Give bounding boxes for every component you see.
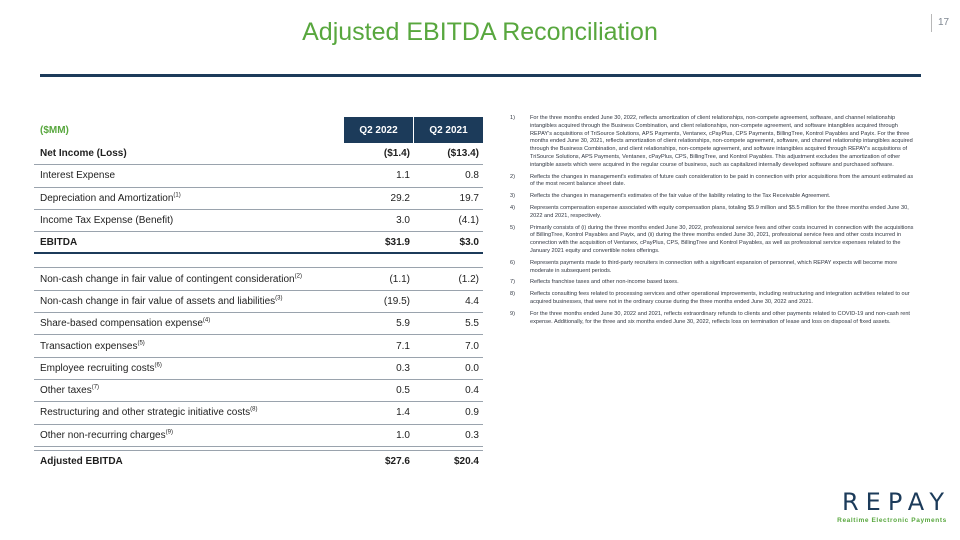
cell-q2-2022: 1.1 (396, 170, 410, 182)
row-label (34, 318, 345, 329)
table-row-adjusted-ebitda (34, 450, 483, 472)
cell-q2-2021: 7.0 (465, 340, 479, 352)
table-header (34, 117, 483, 143)
cell-q2-2022: 5.9 (396, 318, 410, 330)
table-row (34, 402, 483, 424)
row-label-text: Employee recruiting costs (40, 362, 155, 374)
footnote-number: 1) (510, 115, 515, 121)
cell-q2-2021: 0.0 (465, 362, 479, 374)
row-label (34, 237, 345, 248)
footnote-text: Primarily consists of (i) during the three months ended June 30, 2022, professional service fees and other costs incurred in connection with the acquisitions of BillingTree, Kontrol Payables and Payix, and (ii) during the three months ended June 30, 2021, professional service fees and other costs incurred in connection with the acquisition of Ventanex, cPayPlus, CPS, BillingTree and Kontrol Payables, as well as professional service expenses related to the January 2021 equity and convertible notes offerings. (530, 224, 914, 254)
footnote-text: For the three months ended June 30, 2022 and 2021, reflects extraordinary refunds to clients and other payments related to COVID-19 and non-cash rent expense. Additionally, for the three and six months ended June 30, 2022, reflects loss on termination of lease and loss on disposal of fixed assets. (530, 310, 910, 325)
page-number-divider (931, 14, 932, 32)
row-label (34, 296, 345, 307)
footnote-number: 6) (510, 259, 515, 266)
footnote-number: 9) (510, 310, 515, 317)
page-number: 17 (938, 17, 950, 28)
cell-q2-2022: 0.3 (396, 362, 410, 374)
footnote-number: 8) (510, 291, 515, 298)
cell-q2-2021: ($13.4) (447, 148, 479, 160)
row-label (34, 215, 345, 226)
footnote-number: 3) (510, 193, 515, 200)
footnote-marker: (5) (137, 340, 145, 347)
row-label (34, 407, 345, 418)
cell-q2-2022: 1.4 (396, 407, 410, 419)
footnote-marker: (1) (173, 192, 181, 199)
footnote-item (510, 279, 918, 287)
table-row (34, 380, 483, 402)
table-row (34, 358, 483, 380)
repay-logo (836, 488, 951, 524)
table-row (34, 210, 483, 232)
footnote-item (510, 174, 918, 190)
reconciliation-table (34, 117, 483, 472)
footnote-marker: (9) (165, 429, 173, 436)
row-label: Adjusted EBITDA (40, 456, 123, 467)
title-rule (40, 74, 921, 77)
row-spacer (34, 254, 483, 268)
row-label-text: Other non-recurring charges (40, 429, 166, 441)
table-row (34, 313, 483, 335)
footnote-number: 2) (510, 173, 515, 180)
cell-q2-2021: (1.2) (458, 273, 479, 285)
footnote-marker: (2) (294, 273, 302, 280)
row-label-text: Share-based compensation expense (40, 318, 203, 330)
cell-q2-2021: 19.7 (459, 192, 479, 204)
row-label (34, 385, 345, 396)
row-label-text: Restructuring and other strategic initiative costs (40, 407, 251, 419)
row-label-text: Other taxes (40, 385, 92, 397)
row-label-text: Net Income (Loss) (40, 148, 127, 160)
cell-q2-2022: $27.6 (384, 456, 410, 467)
footnote-marker: (4) (202, 317, 211, 324)
footnote-item (510, 193, 918, 201)
row-label-text: Income Tax Expense (Benefit) (40, 215, 174, 227)
footnote-item (510, 311, 918, 327)
footnote-text: Reflects franchise taxes and other non-income based taxes. (530, 279, 679, 286)
footnote-text: Represents payments made to third-party recruiters in connection with a significant expansion of personnel, which REPAY expects will become more moderate in subsequent periods. (530, 259, 898, 274)
cell-q2-2022: (1.1) (389, 273, 410, 285)
cell-q2-2021: 0.9 (465, 407, 479, 419)
row-label (34, 274, 345, 285)
footnote-text: Represents compensation expense associated with equity compensation plans, totaling $5.9 million and $5.5 million for the three months ended June 30, 2022 and 2021, respectively. (530, 204, 909, 219)
table-row (34, 425, 483, 447)
cell-q2-2021: 0.8 (465, 170, 479, 182)
cell-q2-2022: 0.5 (396, 385, 410, 397)
cell-q2-2021: 0.3 (465, 429, 479, 441)
table-row (34, 291, 483, 313)
row-label (34, 363, 345, 374)
column-header-q2-2021: Q2 2021 (414, 117, 483, 143)
table-row (34, 188, 483, 210)
footnote-marker: (6) (154, 362, 162, 369)
table-row (34, 232, 483, 254)
footnote-item (510, 205, 918, 221)
row-label (34, 430, 345, 441)
footnote-item (510, 115, 918, 170)
row-label-text: Depreciation and Amortization (40, 192, 174, 204)
table-row (34, 335, 483, 357)
cell-q2-2022: 1.0 (396, 429, 410, 441)
row-label-text: Non-cash change in fair value of contingent consideration (40, 273, 295, 285)
cell-q2-2021: 4.4 (465, 295, 479, 307)
row-label-text: Non-cash change in fair value of assets and liabilities (40, 295, 276, 307)
table-row (34, 165, 483, 187)
footnote-item (510, 260, 918, 276)
footnote-text: Reflects the changes in management's estimates of future cash consideration to be paid in connection with prior acquisitions from the amount estimated as of the most recent balance sheet date. (530, 173, 914, 188)
footnote-item (510, 291, 918, 307)
table-body-top (34, 143, 483, 254)
cell-q2-2022: (19.5) (383, 295, 410, 307)
logo-tagline: Realtime Electronic Payments (837, 517, 947, 524)
logo-wordmark: REPAY (842, 488, 951, 516)
cell-q2-2022: ($1.4) (383, 148, 410, 160)
row-label-text: EBITDA (40, 236, 78, 248)
footnote-number: 4) (510, 204, 515, 211)
cell-q2-2021: (4.1) (458, 215, 479, 227)
row-label (34, 341, 345, 352)
footnote-marker: (7) (91, 384, 100, 391)
footnote-number: 7) (510, 279, 515, 286)
row-label (34, 148, 345, 159)
cell-q2-2021: $3.0 (459, 236, 479, 248)
footnotes (510, 115, 918, 330)
cell-q2-2021: 0.4 (465, 385, 479, 397)
table-row (34, 268, 483, 290)
footnote-marker: (3) (275, 295, 283, 302)
cell-q2-2022: 7.1 (396, 340, 410, 352)
column-header-q2-2022: Q2 2022 (344, 117, 413, 143)
row-label-text: Interest Expense (40, 170, 116, 182)
row-label (34, 170, 345, 181)
footnote-number: 5) (510, 224, 515, 231)
row-label (34, 193, 345, 204)
unit-label: ($MM) (40, 124, 69, 136)
table-row (34, 143, 483, 165)
footnote-item (510, 225, 918, 256)
row-label-text: Transaction expenses (40, 340, 138, 352)
cell-q2-2022: $31.9 (384, 236, 410, 248)
cell-q2-2021: $20.4 (453, 456, 479, 467)
footnote-text: For the three months ended June 30, 2022, reflects amortization of client relationships, non-compete agreement, software, and channel relationship intangibles acquired through the Business Combination, and client relationships, non-compete agreement, and software intangibles acquired through REPAY's acquisitions of TriSource Solutions, APS Payments, Ventanex, cPayPlus, CPS Payments, BillingTree, Kontrol Payables and Payix. For the three months ended June 30, 2021, reflects amortization of client relationships, non-compete agreement, software, and channel relationship intangibles acquired through the Business Combination, and client relationships, non-compete agreement, and software intangibles acquired through REPAY's acquisitions of TriSource Solutions, APS Payments, Ventanex, cPayPlus, CPS, BillingTree, and Kontrol Payables. This adjustment excludes the amortization of other intangible assets which were acquired in the regular course of business, such as capitalized internally developed software and purchased software. (530, 115, 913, 168)
footnote-marker: (8) (250, 407, 258, 414)
table-body-adjustments (34, 268, 483, 446)
cell-q2-2021: 5.5 (465, 318, 479, 330)
page-title: Adjusted EBITDA Reconciliation (302, 18, 658, 46)
footnote-text: Reflects the changes in management's estimates of the fair value of the liability relating to the Tax Receivable Agreement. (530, 193, 831, 200)
cell-q2-2022: 29.2 (390, 192, 410, 204)
cell-q2-2022: 3.0 (396, 215, 410, 227)
footnote-text: Reflects consulting fees related to processing services and other operational improvements, including restructuring and integration activities related to our acquired businesses, that were not in the ordinary course during the three months ended June 30, 2022 and 2021. (530, 291, 910, 305)
